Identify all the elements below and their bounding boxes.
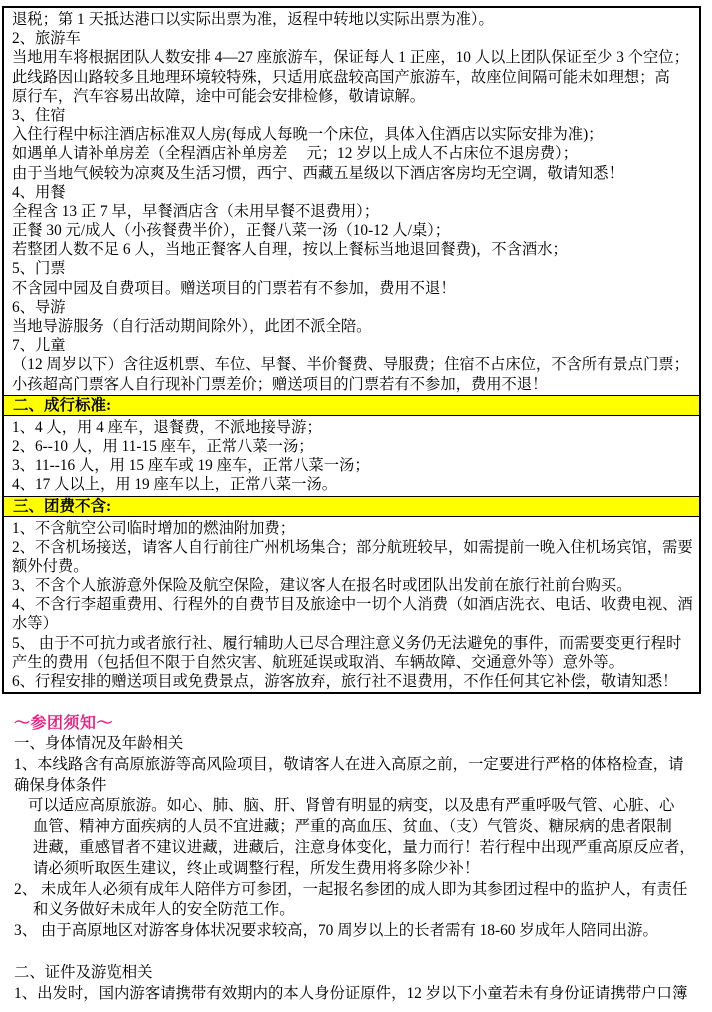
section-header-trip-standard: 二、成行标准: <box>4 395 699 416</box>
text-line: 退税；第 1 天抵达港口以实际出票为准，返程中转地以实际出票为准）。 <box>12 11 494 28</box>
text-line: 1、不含航空公司临时增加的燃油附加费； <box>12 519 295 537</box>
text-line: 6、行程安排的赠送项目或免费景点，游客放弃，旅行社不退费用，不作任何其它补偿，敬请知悉！ <box>12 673 678 690</box>
text-line: 3、不含个人旅游意外保险及航空保险，建议客人在报名时或团队出发前在旅行社前台购买。 <box>12 577 632 595</box>
text-line: 可以适应高原旅游。如心、肺、脑、肝、肾曾有明显的病变，以及患有严重呼吸气管、心脏、心 <box>28 797 675 815</box>
text-line: 当地导游服务（自行活动期间除外），此团不派全陪。 <box>12 318 372 335</box>
text-line: 全程含 13 正 7 早，早餐酒店含（未用早餐不退费用）； <box>12 202 380 220</box>
text-line: 5、 由于不可抗力或者旅行社、履行辅助人已尽合理注意义务仍无法避免的事件，而需要变更行程时 <box>12 634 682 652</box>
text-line: 水等） <box>12 615 58 633</box>
text-line: 由于当地气候较为凉爽及生活习惯，西宁、西藏五星级以下酒店客房均无空调，敬请知悉！ <box>12 164 624 182</box>
text-line: 2、 未成年人必须有成年人陪伴方可参团，一起报名参团的成人即为其参团过程中的监护人，有责任 <box>14 880 688 898</box>
text-line: 4、用餐 <box>12 183 66 201</box>
text-line: 3、 由于高原地区对游客身体状况要求较高，70 周岁以上的长者需有 18-60 岁成年人陪同出游。 <box>14 922 658 940</box>
cost-details-section <box>4 8 699 395</box>
trip-standard-section <box>4 416 699 496</box>
text-line: 不含园中园及自费项目。赠送项目的门票若有不参加，费用不退！ <box>12 279 456 297</box>
section-header-fee-excludes: 三、团费不含: <box>4 496 699 517</box>
text-line: 如遇单人请补单房差（全程酒店补单房差 元；12 岁以上成人不占床位不退房费）； <box>12 145 578 163</box>
text-line: 2、6--10 人，用 11-15 座车，正常八菜一汤； <box>12 437 314 455</box>
tour-terms-box <box>2 6 701 694</box>
text-line: 血管、精神方面疾病的人员不宜进藏；严重的高血压、贫血、（支）气管炎、糖尿病的患者限制 <box>33 818 672 836</box>
text-line: 1、本线路含有高原旅游等高风险项目，敬请客人在进入高原之前，一定要进行严格的体格检查，请 <box>14 755 684 773</box>
text-line: 2、不含机场接送，请客人自行前往广州机场集合；部分航班较早，如需提前一晚入住机场宾馆，需要 <box>12 538 693 556</box>
text-line: 1、出发时，国内游客请携带有效期内的本人身份证原件，12 岁以下小童若未有身份证请携带户口簿 <box>14 984 688 1002</box>
text-line: 额外付费。 <box>12 557 89 575</box>
text-line: 二、证件及游览相关 <box>14 963 153 981</box>
text-line: 原行车，汽车容易出故障，途中可能会安排检修，敬请谅解。 <box>12 87 426 105</box>
text-line: 当地用车将根据团队人数安排 4—27 座旅游车，保证每人 1 正座，10 人以上团队保证至少 3 个空位； <box>12 49 689 67</box>
text-line: 进藏，重感冒者不建议进藏，进藏后，注意身体变化，量力而行！若行程中出现严重高原反应者， <box>33 838 695 856</box>
text-line: 若整团人数不足 6 人，当地正餐客人自理，按以上餐标当地退回餐费)，不含酒水； <box>12 241 568 259</box>
text-line: 小孩超高门票客人自行现补门票差价；赠送项目的门票若有不参加，费用不退！ <box>12 375 548 393</box>
text-line: 入住行程中标注酒店标准双人房(每成人每晚一个床位，具体入住酒店以实际安排为准)； <box>12 126 604 144</box>
text-line: 3、11--16 人，用 15 座车或 19 座车，正常八菜一汤； <box>12 457 370 475</box>
text-line: 1、4 人，用 4 座车，退餐费，不派地接导游； <box>12 418 322 436</box>
text-line: 7、儿童 <box>12 337 66 355</box>
join-notice-block <box>14 713 712 1005</box>
text-line: （12 周岁以下）含往返机票、车位、早餐、半价餐费、导服费；住宿不占床位，不含所有景点门票； <box>12 356 689 374</box>
text-line: 6、导游 <box>12 298 66 316</box>
text-line: 和义务做好未成年人的安全防范工作。 <box>33 901 295 919</box>
notice-title: ～参团须知～ <box>14 715 114 732</box>
text-line: 请必须听取医生建议，终止或调整行程，所发生费用将多除少补！ <box>33 859 480 877</box>
fee-excludes-section <box>4 517 699 693</box>
text-line: 4、不含行李超重费用、行程外的自费节目及旅途中一切个人消费（如酒店洗衣、电话、收费电视、酒 <box>12 596 693 614</box>
text-line: 确保身体条件 <box>14 776 107 794</box>
text-line: 4、17 人以上，用 19 座车以上，正常八菜一汤。 <box>12 476 338 494</box>
health-age-section <box>14 734 712 942</box>
documents-section <box>14 963 712 1005</box>
text-line: 正餐 30 元/成人（小孩餐费半价），正餐八菜一汤（10-12 人/桌）； <box>12 222 451 240</box>
text-line: 2、旅游车 <box>12 30 81 48</box>
text-line: 3、住宿 <box>12 106 66 124</box>
text-line: 此线路因山路较多且地理环境较特殊，只适用底盘较高国产旅游车，故座位间隔可能未如理想；高 <box>12 68 670 86</box>
text-line: 5、门票 <box>12 260 66 278</box>
text-line: 产生的费用（包括但不限于自然灾害、航班延误或取消、车辆故障、交通意外等）意外等。 <box>12 653 624 671</box>
text-line: 一、身体情况及年龄相关 <box>14 735 184 752</box>
